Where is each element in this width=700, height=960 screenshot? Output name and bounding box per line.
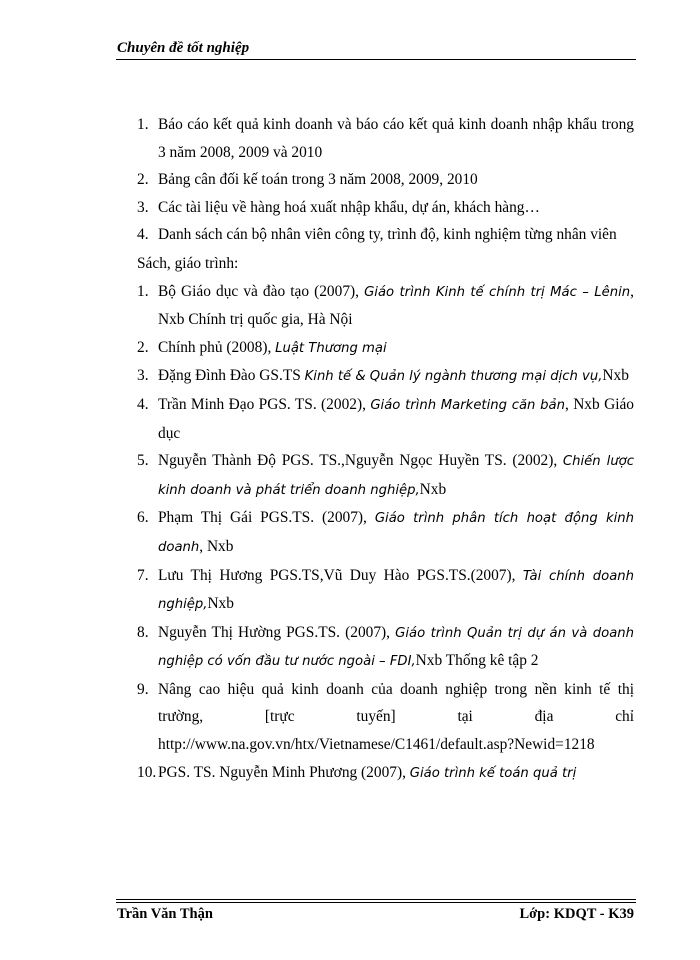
list-item: 3. Các tài liệu về hàng hoá xuất nhập khẩu, dự án, khách hàng… [137, 198, 540, 216]
books-heading: Sách, giáo trình: [137, 254, 239, 272]
list-item: 2. Bảng cân đối kế toán trong 3 năm 2008, 2009, 2010 [137, 171, 478, 189]
page-header-title: Chuyên đề tốt nghiệp [117, 40, 250, 56]
footer-rule [116, 899, 636, 900]
book-item: 5. Nguyễn Thành Độ PGS. TS.,Nguyễn Ngọc Huyền TS. (2002), Chiến lược kinh doanh và phát triển doanh nghiệp,Nxb [137, 452, 634, 498]
footer-class: Lớp: KDQT - K39 [519, 906, 634, 922]
list-item: 4. Danh sách cán bộ nhân viên công ty, trình độ, kinh nghiệm từng nhân viên [137, 226, 617, 244]
book-item: 1. Bộ Giáo dục và đào tạo (2007), Giáo trình Kinh tế chính trị Mác – Lênin, Nxb Chính trị quốc gia, Hà Nội [137, 282, 634, 329]
footer-rule-secondary [116, 902, 636, 903]
header-rule [116, 59, 636, 60]
book-item: 3. Đặng Đình Đào GS.TS Kinh tế & Quản lý ngành thương mại dịch vụ,Nxb [137, 367, 629, 385]
footer-author: Trần Văn Thận [117, 906, 213, 922]
list-item: 1. Báo cáo kết quả kinh doanh và báo cáo kết quả kinh doanh nhập khẩu trong 3 năm 2008, 2009 và 2010 [137, 116, 634, 161]
book-item: 2. Chính phủ (2008), Luật Thương mại [137, 338, 387, 356]
book-item: 7. Lưu Thị Hương PGS.TS,Vũ Duy Hào PGS.TS.(2007), Tài chính doanh nghiệp,Nxb [137, 566, 634, 613]
url-link[interactable]: http://www.na.gov.vn/htx/Vietnamese/C1461/default.asp?Newid=1218 [158, 736, 595, 754]
book-item: 6. Phạm Thị Gái PGS.TS. (2007), Giáo trình phân tích hoạt động kinh doanh, Nxb [137, 509, 634, 555]
book-item: 10. PGS. TS. Nguyễn Minh Phương (2007), Giáo trình kế toán quả trị [137, 763, 577, 781]
book-item: 8. Nguyễn Thị Hường PGS.TS. (2007), Giáo trình Quản trị dự án và doanh nghiệp có vốn đầu tư nước ngoài – FDI,Nxb Thống kê tập 2 [137, 623, 634, 670]
book-item: 4. Trần Minh Đạo PGS. TS. (2002), Giáo trình Marketing căn bản, Nxb Giáo dục [137, 395, 634, 442]
book-item: 9. Nâng cao hiệu quả kinh doanh của doanh nghiệp trong nền kinh tế thị trường, [trực tuyến] tại địa chỉ http://www.na.gov.vn/htx/Vietnamese/C1461/default.asp?Newid=1218 [137, 676, 634, 759]
page-content [137, 111, 634, 787]
